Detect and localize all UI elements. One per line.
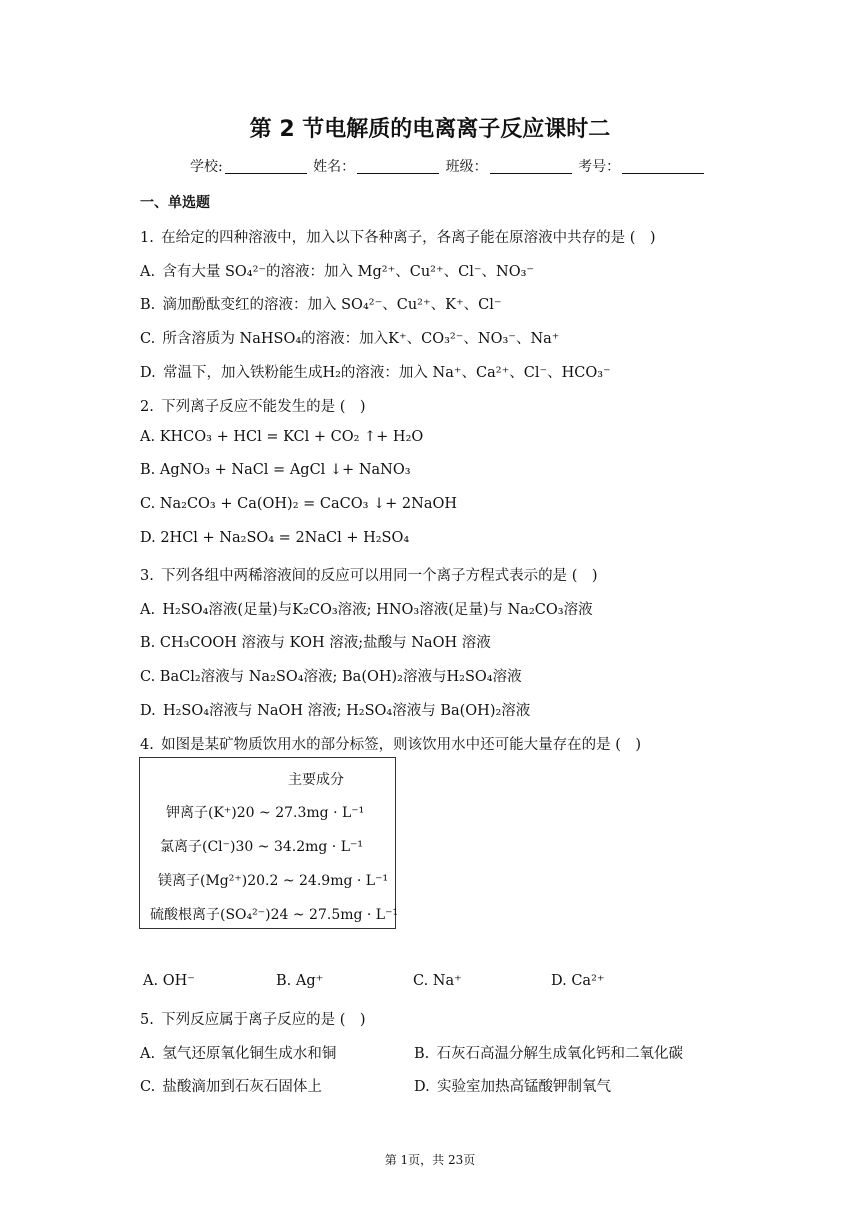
name-label: 姓名： [313, 159, 356, 175]
mineral-water-label [139, 757, 399, 929]
student-info-row [190, 156, 706, 176]
label-row-chloride: 氯离子(Cl⁻)30 ~ 34.2mg · L⁻¹ [160, 839, 364, 855]
number-label: 考号： [578, 159, 621, 175]
question-1-option-a: A. 含有大量 SO₄²⁻的溶液：加入 Mg²⁺、Cu²⁺、Cl⁻、NO₃⁻ [140, 264, 535, 280]
page-footer: 第 1页，共 23页 [384, 1153, 476, 1167]
question-1-stem: 1. 在给定的四种溶液中，加入以下各种离子，各离子能在原溶液中共存的是 ( ) [140, 230, 656, 246]
question-1-option-c: C. 所含溶质为 NaHSO₄的溶液：加入K⁺、CO₃²⁻、NO₃⁻、Na⁺ [140, 331, 560, 347]
name-blank [357, 159, 439, 174]
question-2-option-a: A. KHCO₃ + HCl = KCl + CO₂ ↑+ H₂O [140, 429, 424, 445]
school-label: 学校: [190, 159, 223, 175]
section-heading: 一、单选题 [140, 195, 210, 211]
question-5-option-c: C. 盐酸滴加到石灰石固体上 [140, 1079, 322, 1095]
question-4-option-d: D. Ca²⁺ [551, 973, 605, 989]
school-blank [225, 159, 307, 174]
question-5-option-a: A. 氢气还原氧化铜生成水和铜 [140, 1046, 337, 1062]
question-5-stem: 5. 下列反应属于离子反应的是 ( ) [140, 1012, 366, 1028]
question-1-option-b: B. 滴加酚酞变红的溶液：加入 SO₄²⁻、Cu²⁺、K⁺、Cl⁻ [140, 297, 502, 313]
question-3-option-c: C. BaCl₂溶液与 Na₂SO₄溶液; Ba(OH)₂溶液与H₂SO₄溶液 [140, 669, 522, 685]
class-blank [490, 159, 572, 174]
question-3-option-d: D. H₂SO₄溶液与 NaOH 溶液; H₂SO₄溶液与 Ba(OH)₂溶液 [140, 703, 531, 719]
label-row-sulfate: 硫酸根离子(SO₄²⁻)24 ~ 27.5mg · L⁻¹ [150, 907, 399, 923]
question-2-option-d: D. 2HCl + Na₂SO₄ = 2NaCl + H₂SO₄ [140, 530, 410, 546]
label-row-potassium: 钾离子(K⁺)20 ~ 27.3mg · L⁻¹ [166, 805, 365, 821]
question-1-option-d: D. 常温下，加入铁粉能生成H₂的溶液：加入 Na⁺、Ca²⁺、Cl⁻、HCO₃⁻ [140, 365, 611, 381]
question-2-option-c: C. Na₂CO₃ + Ca(OH)₂ = CaCO₃ ↓+ 2NaOH [140, 496, 458, 512]
class-label: 班级： [445, 159, 488, 175]
question-4-option-c: C. Na⁺ [413, 973, 462, 989]
number-blank [622, 159, 704, 174]
question-5-option-d: D. 实验室加热高锰酸钾制氧气 [414, 1079, 611, 1095]
question-5-option-b: B. 石灰石高温分解生成氧化钙和二氧化碳 [414, 1046, 684, 1062]
question-4-option-b: B. Ag⁺ [276, 973, 324, 989]
question-2-stem: 2. 下列离子反应不能发生的是 ( ) [140, 399, 366, 415]
question-3-stem: 3. 下列各组中两稀溶液间的反应可以用同一个离子方程式表示的是 ( ) [140, 568, 598, 584]
page-title: 第 2 节电解质的电离离子反应课时二 [249, 117, 611, 142]
question-4-stem: 4. 如图是某矿物质饮用水的部分标签，则该饮用水中还可能大量存在的是 ( ) [140, 737, 642, 753]
label-heading: 主要成分 [288, 772, 344, 788]
question-3-option-b: B. CH₃COOH 溶液与 KOH 溶液;盐酸与 NaOH 溶液 [140, 635, 491, 651]
label-row-magnesium: 镁离子(Mg²⁺)20.2 ~ 24.9mg · L⁻¹ [158, 873, 389, 889]
question-3-option-a: A. H₂SO₄溶液(足量)与K₂CO₃溶液; HNO₃溶液(足量)与 Na₂CO₃溶液 [140, 602, 593, 618]
question-4-option-a: A. OH⁻ [143, 973, 195, 989]
question-2-option-b: B. AgNO₃ + NaCl = AgCl ↓+ NaNO₃ [140, 462, 411, 478]
